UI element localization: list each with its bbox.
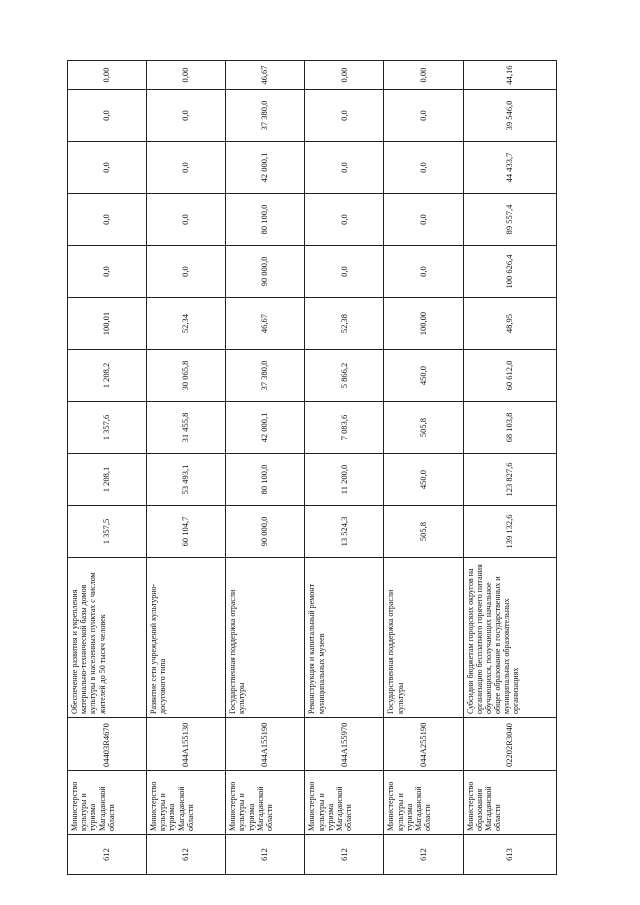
value-cell: 0,0 (68, 194, 147, 246)
value-cell: 80 100,0 (226, 454, 305, 506)
value-cell: 52,38 (305, 298, 384, 350)
value-cell: 0,0 (384, 194, 463, 246)
description-cell: Субсидии бюджетам городских округов на организацию бесплатного горячего питания обучающихся, получающих начальное общее образование в государственных и муниципальных образовательных организациях (463, 558, 556, 718)
value-cell: 0,0 (68, 142, 147, 194)
value-cell: 0,0 (147, 142, 226, 194)
value-cell: 1 208,2 (68, 350, 147, 402)
budget-code-cell: 044А155190 (226, 718, 305, 771)
ministry-cell: Министерство культуры и туризма Магаданской области (68, 771, 147, 835)
budget-code-cell: 044А155970 (305, 718, 384, 771)
value-cell: 0,0 (305, 90, 384, 142)
value-cell: 5 866,2 (305, 350, 384, 402)
value-cell: 0,0 (147, 194, 226, 246)
table-body (68, 61, 557, 875)
value-cell: 60 104,7 (147, 506, 226, 558)
table-row (384, 61, 463, 875)
value-cell: 123 827,6 (463, 454, 556, 506)
ministry-cell: Министерство культуры и туризма Магаданской области (384, 771, 463, 835)
department-code-cell: 612 (384, 835, 463, 875)
value-cell: 0,0 (147, 246, 226, 298)
budget-code-cell: 044А155130 (147, 718, 226, 771)
value-cell: 48,95 (463, 298, 556, 350)
value-cell: 30 065,8 (147, 350, 226, 402)
value-cell: 44 433,7 (463, 142, 556, 194)
value-cell: 60 612,0 (463, 350, 556, 402)
value-cell: 0,0 (384, 90, 463, 142)
table-row (463, 61, 556, 875)
value-cell: 100,01 (68, 298, 147, 350)
value-cell: 31 455,8 (147, 402, 226, 454)
value-cell: 37 380,0 (226, 350, 305, 402)
value-cell: 7 083,6 (305, 402, 384, 454)
value-cell: 0,0 (68, 246, 147, 298)
table-row (305, 61, 384, 875)
value-cell: 100 626,4 (463, 246, 556, 298)
department-code-cell: 612 (147, 835, 226, 875)
table-row (226, 61, 305, 875)
description-cell: Государственная поддержка отрасли культуры (384, 558, 463, 718)
value-cell: 100,00 (384, 298, 463, 350)
value-cell: 42 000,1 (226, 402, 305, 454)
value-cell: 505,8 (384, 402, 463, 454)
value-cell: 89 557,4 (463, 194, 556, 246)
department-code-cell: 612 (305, 835, 384, 875)
value-cell: 53 493,1 (147, 454, 226, 506)
value-cell: 0,00 (305, 61, 384, 90)
value-cell: 0,0 (68, 90, 147, 142)
ministry-cell: Министерство образования Магаданской области (463, 771, 556, 835)
value-cell: 0,00 (147, 61, 226, 90)
value-cell: 46,67 (226, 298, 305, 350)
description-cell: Развитие сети учреждений культурно-досугового типа (147, 558, 226, 718)
budget-code-cell: 044А255190 (384, 718, 463, 771)
budget-code-cell: 04403R4670 (68, 718, 147, 771)
value-cell: 139 132,6 (463, 506, 556, 558)
table-row (68, 61, 147, 875)
department-code-cell: 613 (463, 835, 556, 875)
value-cell: 68 103,8 (463, 402, 556, 454)
value-cell: 0,0 (384, 246, 463, 298)
value-cell: 39 546,0 (463, 90, 556, 142)
value-cell: 90 000,0 (226, 506, 305, 558)
budget-code-cell: 02202R3040 (463, 718, 556, 771)
value-cell: 0,0 (384, 142, 463, 194)
value-cell: 80 100,0 (226, 194, 305, 246)
value-cell: 1 357,6 (68, 402, 147, 454)
value-cell: 0,0 (305, 194, 384, 246)
value-cell: 505,8 (384, 506, 463, 558)
value-cell: 0,0 (147, 90, 226, 142)
department-code-cell: 612 (68, 835, 147, 875)
value-cell: 0,00 (384, 61, 463, 90)
value-cell: 11 200,0 (305, 454, 384, 506)
value-cell: 37 380,0 (226, 90, 305, 142)
value-cell: 13 524,3 (305, 506, 384, 558)
value-cell: 1 357,5 (68, 506, 147, 558)
budget-table (67, 60, 557, 875)
value-cell: 1 208,1 (68, 454, 147, 506)
value-cell: 0,00 (68, 61, 147, 90)
department-code-cell: 612 (226, 835, 305, 875)
description-cell: Обеспечение развития и укрепления материально-технической базы домов культуры в населенных пунктах с числом жителей до 50 тысяч человек (68, 558, 147, 718)
table-row (147, 61, 226, 875)
value-cell: 90 000,0 (226, 246, 305, 298)
value-cell: 450,0 (384, 350, 463, 402)
ministry-cell: Министерство культуры и туризма Магаданской области (147, 771, 226, 835)
description-cell: Государственная поддержка отрасли культуры (226, 558, 305, 718)
ministry-cell: Министерство культуры и туризма Магаданской области (305, 771, 384, 835)
ministry-cell: Министерство культуры и туризма Магаданской области (226, 771, 305, 835)
value-cell: 52,34 (147, 298, 226, 350)
rotated-table-wrapper (67, 60, 557, 875)
value-cell: 46,67 (226, 61, 305, 90)
description-cell: Реконструкция и капитальный ремонт муниципальных музеев (305, 558, 384, 718)
value-cell: 450,0 (384, 454, 463, 506)
value-cell: 42 000,1 (226, 142, 305, 194)
value-cell: 0,0 (305, 142, 384, 194)
value-cell: 44,16 (463, 61, 556, 90)
value-cell: 0,0 (305, 246, 384, 298)
